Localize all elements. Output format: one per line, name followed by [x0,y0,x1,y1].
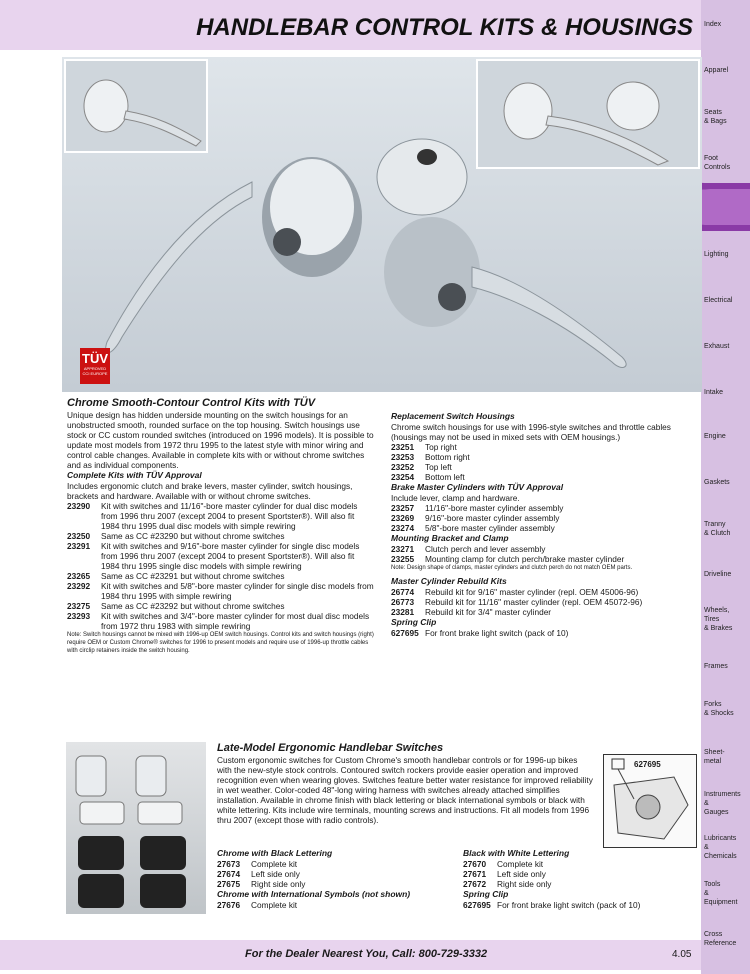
part-row [391,503,697,513]
part-row [67,571,375,581]
part-description: Bottom left [425,472,465,482]
tab-label: Electrical [704,297,733,304]
part-description: Rebuild kit for 9/16" master cylinder (repl. OEM 45006-96) [425,587,639,597]
dealer-phone-text: For the Dealer Nearest You, Call: 800-729-3332 [245,948,488,960]
mount-note: Note: Design shape of clamps, master cylinders and clutch perch do not match OEM parts. [391,565,633,571]
part-row [463,869,693,879]
part-description: Left side only [497,869,546,879]
part-description: Right side only [497,879,552,889]
tab-label: Tools [704,881,721,888]
rebuild-list [391,587,697,617]
tab-label: metal [704,758,722,765]
part-number: 23253 [391,452,415,462]
part-number: 23290 [67,501,91,511]
part-description: Kit with switches and 9/16"-bore master cylinder for single disc models from 1996 thru 2007 (except 2004 to present Sportster®). Will also fit 1984 thru 1995 single disc models with simple rewiring [101,541,360,571]
tab-label: Apparel [704,67,729,74]
tab-label: Engine [704,433,726,440]
tab-label: & [704,844,709,851]
black-white-list [463,859,693,889]
switches-title: Late-Model Ergonomic Handlebar Switches [217,742,444,754]
part-row [391,523,697,533]
tab-gaskets[interactable] [701,478,750,487]
part-number: 23293 [67,611,91,621]
part-description: Rebuild kit for 3/4" master cylinder [425,607,552,617]
tab-label: Lighting [704,251,729,258]
components-column [391,411,697,638]
part-row [217,859,457,869]
tab-frames[interactable] [701,662,750,671]
chrome-intl-list [217,900,457,910]
tab-label: Lubricants [704,835,737,842]
part-description: 9/16"-bore master cylinder assembly [425,513,560,523]
part-number: 27676 [217,900,241,910]
part-row [391,607,697,617]
tab-tools-equipment[interactable] [701,880,750,907]
part-description: 11/16"-bore master cylinder assembly [425,503,564,513]
inset-photo-left [64,59,208,153]
complete-kits-intro: Includes ergonomic clutch and brake levers, master cylinder, switch housings, brackets and hardware. Available with or without chrome switches. [67,481,353,501]
part-number: 27671 [463,869,487,879]
tab-label: Driveline [704,571,732,578]
tab-label: Wheels, [704,607,730,614]
part-description: Mounting clamp for clutch perch/brake master cylinder [425,554,625,564]
part-row [217,900,457,910]
part-description: Same as CC #23290 but without chrome switches [101,531,285,541]
part-description: Kit with switches and 3/4"-bore master cylinder for most dual disc models from 1972 thru 1983 with simple rewiring [101,611,370,631]
tab-lighting[interactable] [701,250,750,259]
part-row [217,869,457,879]
tab-label: Exhaust [704,343,730,350]
part-row [463,859,693,869]
part-description: Clutch perch and lever assembly [425,544,546,554]
part-row [391,462,697,472]
tab-cross-reference[interactable] [701,930,750,948]
tab-tranny-clutch[interactable] [701,520,750,538]
tab-label: Seats [704,109,722,116]
rebuild-heading: Master Cylinder Rebuild Kits [391,576,507,586]
part-row [67,541,375,571]
part-row [67,601,375,611]
tab-label: Sheet- [704,749,725,756]
part-description: 5/8"-bore master cylinder assembly [425,523,555,533]
housings-heading: Replacement Switch Housings [391,411,515,421]
tab-sheet-metal[interactable] [701,748,750,766]
mount-heading: Mounting Bracket and Clamp [391,533,509,543]
part-description: Top left [425,462,452,472]
tab-foot-controls[interactable] [701,154,750,172]
switch-clip-heading: Spring Clip [463,889,509,899]
part-description: Complete kit [251,900,298,910]
title-bar [0,0,701,50]
control-kits-section [67,397,375,655]
part-row [463,879,693,889]
part-row [217,879,457,889]
tab-label: Chemicals [704,853,737,860]
part-number: 23269 [391,513,415,523]
part-number: 27670 [463,859,487,869]
tuv-badge-caption: APPROVED CCI EUROPE [82,366,108,376]
part-row [391,472,697,482]
spring-clip-list [391,628,697,638]
part-number: 26773 [391,597,415,607]
switch-clip-list [463,900,693,910]
chrome-black-heading: Chrome with Black Lettering [217,848,333,858]
control-kits-intro: Unique design has hidden underside mounting on the switch housings for an unobstructed smooth, rounded surface on the top housing. Switch housings use stock or CC custom rounded switches (introduced on 1996 models). It is possible to update most models from 1972 thru 1995 to the latest style with minor wiring and control cable changes. Available in complete kits with or without chrome switches and as individual components. [67,410,374,470]
complete-kits-heading: Complete Kits with TÜV Approval [67,470,202,480]
tab-forks-shocks[interactable] [701,700,750,718]
part-row [67,531,375,541]
part-description: Top right [425,442,457,452]
part-row [391,452,697,462]
page-title: HANDLEBAR CONTROL KITS & HOUSINGS [196,14,693,41]
page-footer [0,940,701,970]
tab-label: & [704,890,709,897]
tab-label: & Bags [704,118,727,125]
part-row [391,554,697,564]
chrome-black-list [217,859,457,889]
tab-label: & [704,800,709,807]
tab-label: Cross [704,931,723,938]
control-kits-title: Chrome Smooth-Contour Control Kits with TÜV [67,397,316,409]
part-row [391,597,697,607]
tab-lubricants-chemicals[interactable] [701,834,750,861]
complete-kits-list [67,501,375,631]
part-description: Bottom right [425,452,470,462]
tab-label: Instruments [704,791,741,798]
tab-label: Forks [704,701,722,708]
black-white-block [463,848,693,910]
tab-instruments-gauges[interactable] [701,790,750,817]
tab-driveline[interactable] [701,570,750,579]
switches-intro: Custom ergonomic switches for Custom Chrome's smooth handlebar controls or for 1996-up bikes with the new-style stock controls. Contoured switch rockers provide easier operation and improved recognition even when wearing gloves. Switches feature better water resistance for improved reliability in wet weather. Color-coded 48"-long wiring harness with switches already attached simplifies installation. Available in chrome finish with black lettering or black international symbols or black with white lettering. Kits include wire terminals, mounting screws and instructions. Fit all models from 1996 thru 2007 (except those with radio controls). [217,755,593,825]
tab-label: Index [704,21,722,28]
part-number: 23275 [67,601,91,611]
section-tabs [701,0,750,974]
tab-engine[interactable] [701,432,750,441]
tuv-badge-text: TÜV [82,351,108,366]
part-row [391,513,697,523]
tab-label: Gauges [704,809,729,816]
part-number: 627695 [391,628,419,638]
part-number: 23271 [391,544,415,554]
black-white-heading: Black with White Lettering [463,848,570,858]
chrome-black-block [217,848,457,910]
part-description: Rebuild kit for 11/16" master cylinder (repl. OEM 45072-96) [425,597,643,607]
part-number: 23291 [67,541,91,551]
tab-intake[interactable] [701,388,750,397]
part-number: 23265 [67,571,91,581]
part-description: Kit with switches and 11/16"-bore master cylinder for dual disc models from 1996 thru 2007 (except 2004 to present Sportster®). Will also fit 1984 thru 1995 dual disc models with simple rewiring [101,501,358,531]
part-number: 627695 [463,900,491,910]
spring-clip-diagram [603,754,697,848]
part-row [67,581,375,601]
part-description: For front brake light switch (pack of 10) [497,900,641,910]
part-number: 23257 [391,503,415,513]
part-description: Kit with switches and 5/8"-bore master cylinder for single disc models from 1984 thru 1995 with simple rewiring [101,581,374,601]
part-number: 26774 [391,587,415,597]
part-row [463,900,693,910]
spring-clip-heading: Spring Clip [391,617,437,627]
tab-label: Intake [704,389,724,396]
part-number: 27673 [217,859,241,869]
part-description: Complete kit [251,859,298,869]
part-number: 23255 [391,554,415,564]
brake-list [391,503,697,533]
part-number: 23281 [391,607,415,617]
part-number: 23250 [67,531,91,541]
part-row [67,611,375,631]
housings-intro: Chrome switch housings for use with 1996-style switches and throttle cables (housings may not be used in mixed sets with OEM housings.) [391,422,671,442]
part-description: For front brake light switch (pack of 10) [425,628,569,638]
part-number: 23251 [391,442,415,452]
tab-label: & Clutch [704,530,731,537]
inset-photo-right [476,59,700,169]
tab-label: Reference [704,940,737,947]
switches-photo [66,742,206,914]
tab-exhaust[interactable] [701,342,750,351]
mount-list [391,544,697,564]
diagram-part-number: 627695 [634,760,661,769]
part-number: 27674 [217,869,241,879]
tab-label: Equipment [704,899,738,906]
tab-label: Tranny [704,521,726,528]
part-row [67,501,375,531]
tab-apparel[interactable] [701,66,750,75]
tab-label: & Shocks [704,710,734,717]
tab-label: Foot [704,155,719,162]
tab-index[interactable] [701,20,750,29]
switches-section [217,742,641,910]
brake-heading: Brake Master Cylinders with TÜV Approval [391,482,564,492]
housings-list [391,442,697,482]
part-number: 23274 [391,523,415,533]
part-description: Same as CC #23291 but without chrome switches [101,571,285,581]
part-description: Left side only [251,869,300,879]
part-number: 23252 [391,462,415,472]
tab-seats-bags[interactable] [701,108,750,126]
part-row [391,628,697,638]
tab-label: Frames [704,663,728,670]
part-number: 27675 [217,879,241,889]
part-description: Same as CC #23292 but without chrome switches [101,601,285,611]
control-kits-note: Note: Switch housings cannot be mixed with 1996-up OEM switch housings. Control kits and switch housings (right) require OEM or Custom Chrome® switches for 1996 to present models and require use of 1996-up throttle cables with circlip retainers inside the switch housing. [67,632,374,654]
part-number: 23292 [67,581,91,591]
tab-label: Tires [704,616,720,623]
tab-wheels-tires-brakes[interactable] [701,606,750,633]
part-number: 27672 [463,879,487,889]
brake-intro: Include lever, clamp and hardware. [391,493,520,503]
part-description: Complete kit [497,859,544,869]
part-row [391,544,697,554]
tab-electrical[interactable] [701,296,750,305]
tab-label: Controls [704,164,731,171]
part-row [391,442,697,452]
part-description: Right side only [251,879,306,889]
tab-label: Gaskets [704,479,730,486]
page-number: 4.05 [672,949,692,960]
part-number: 23254 [391,472,415,482]
part-row [391,587,697,597]
chrome-intl-heading: Chrome with International Symbols (not shown) [217,889,411,899]
tab-label: & Brakes [704,625,733,632]
tuv-badge [80,348,110,384]
